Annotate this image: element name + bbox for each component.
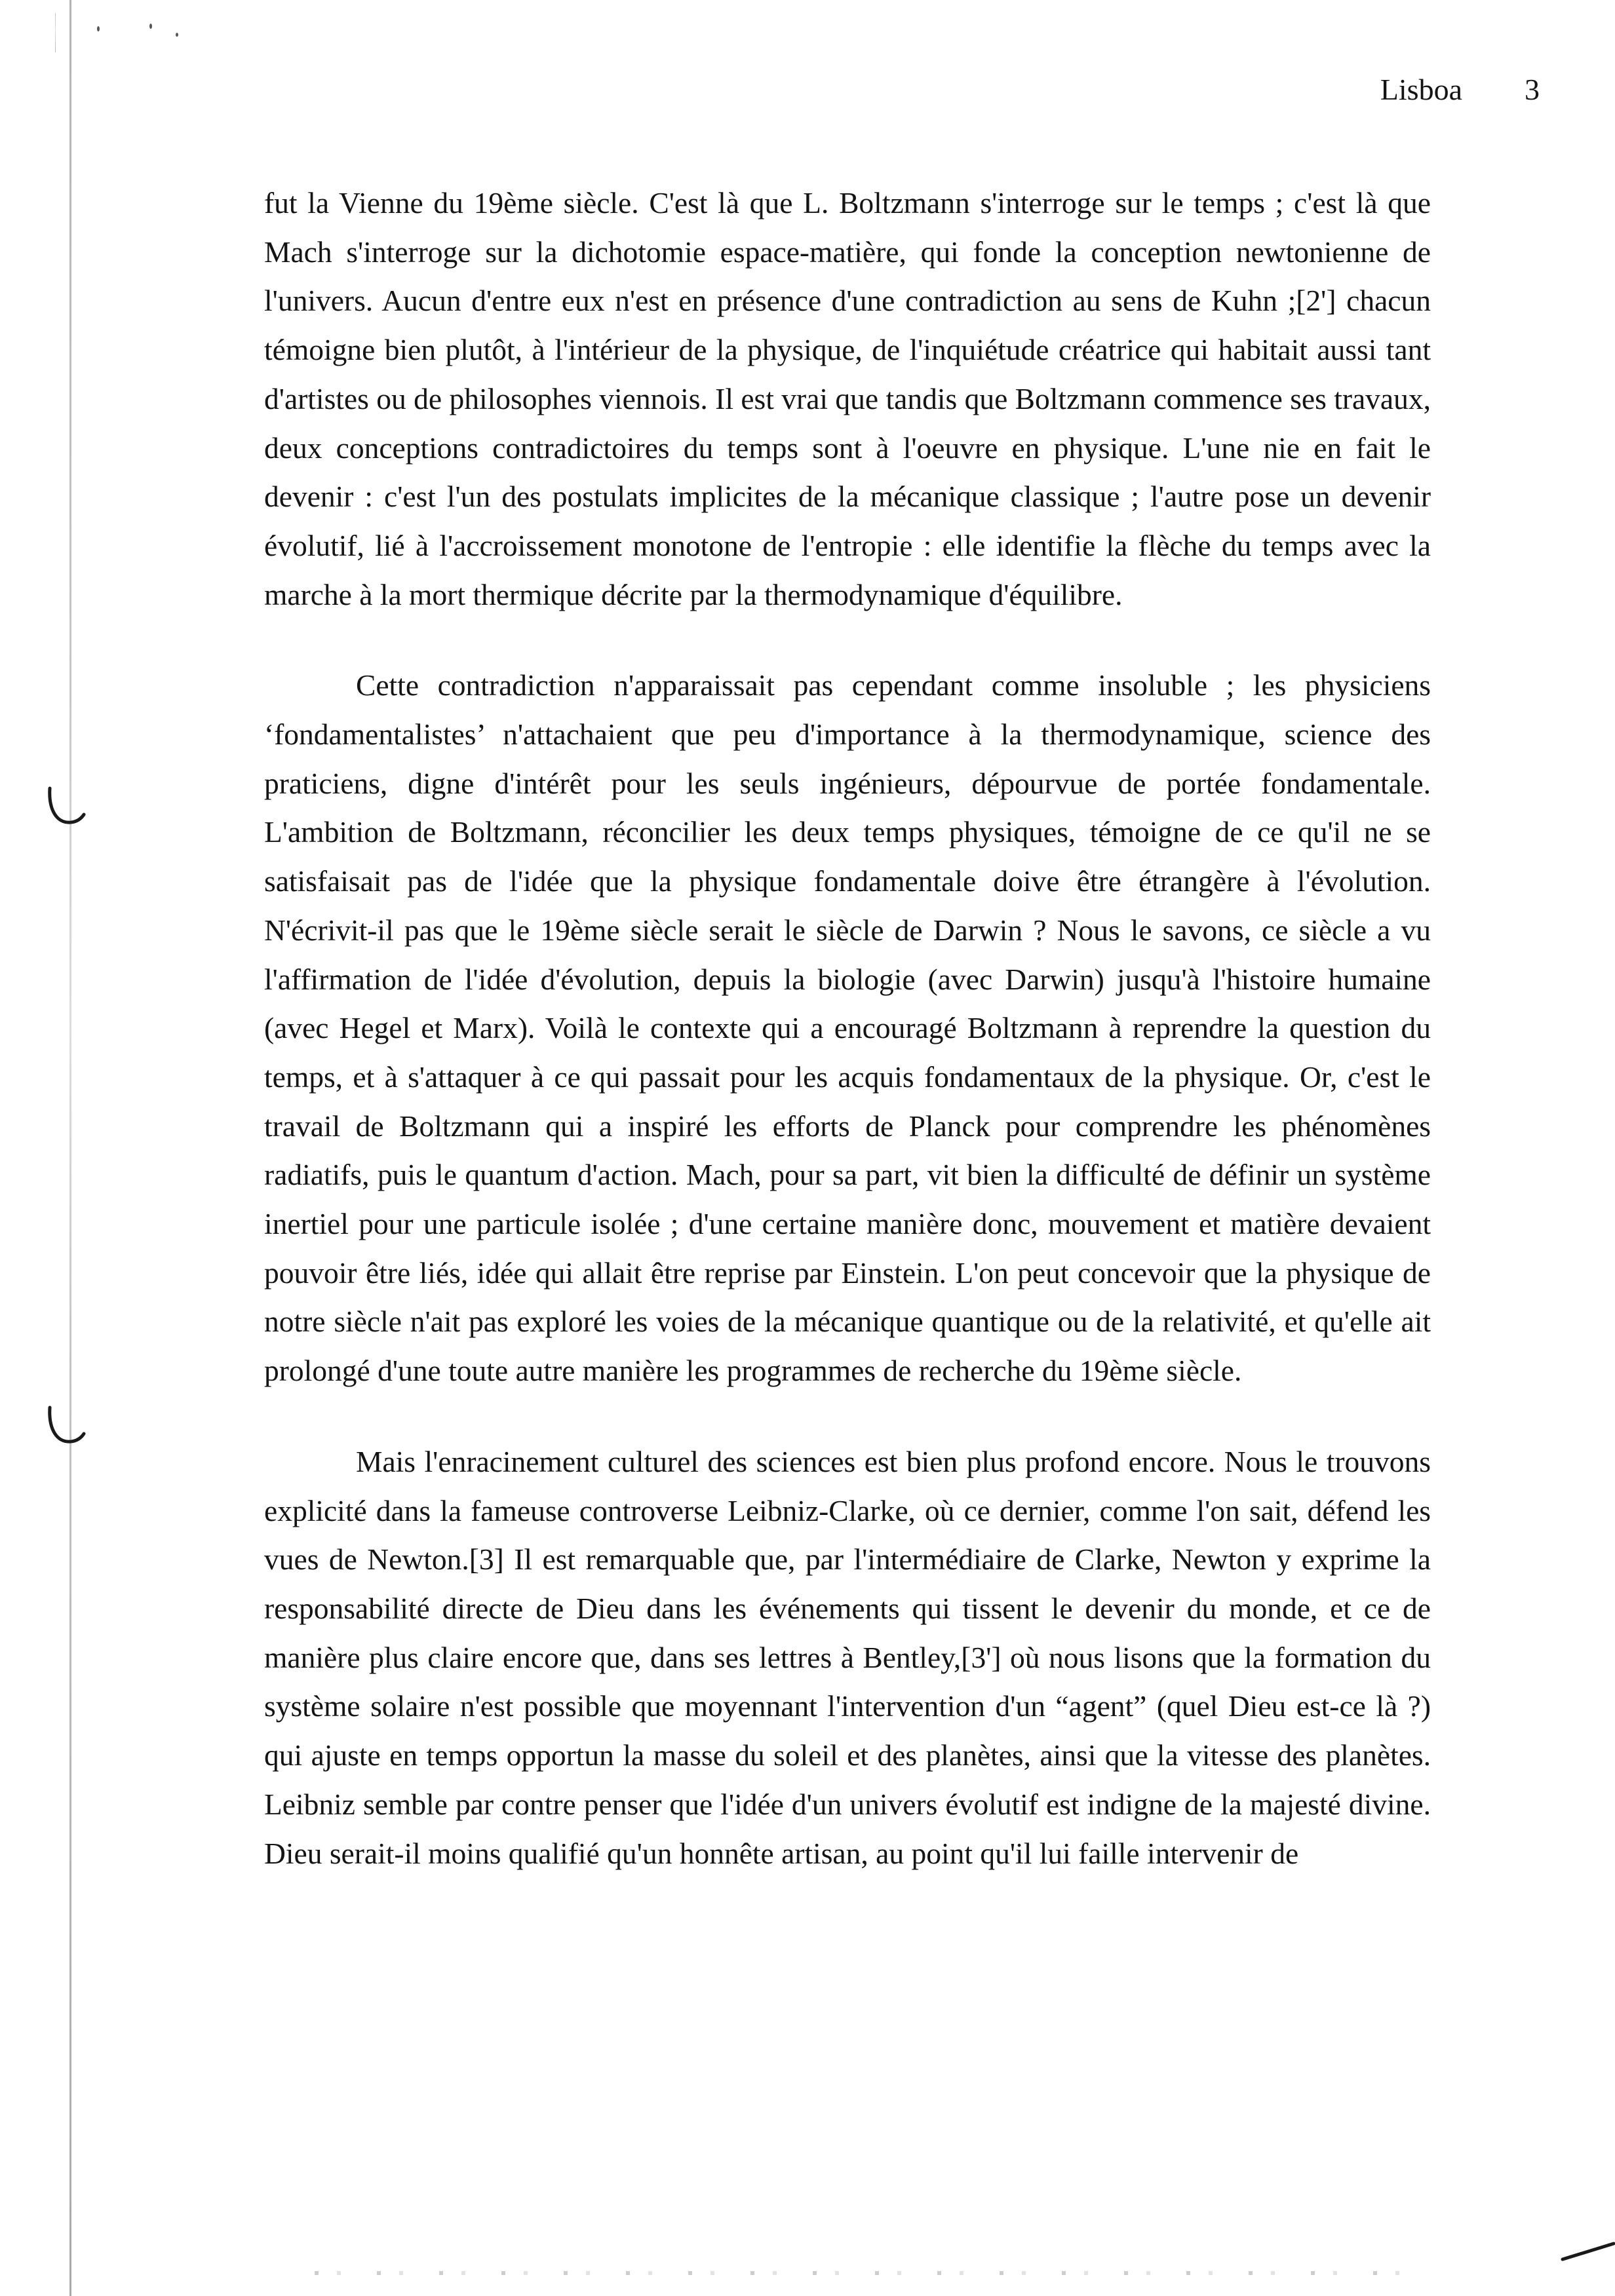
paragraph: Mais l'enracinement culturel des sciences est bien plus profond encore. Nous le trouvons explicité dans la fameuse controverse Leibniz-Clarke, où ce dernier, comme l'on sait, défend les vues de Newton.[3] Il est remarquable que, par l'intermédiaire de Clarke, Newton y exprime la responsabilité directe de Dieu dans les événements qui tissent le devenir du monde, et ce de manière plus claire encore que, dans ses lettres à Bentley,[3'] où nous lisons que la formation du système solaire n'est possible que moyennant l'intervention d'un “agent” (quel Dieu est-ce là ?) qui ajuste en temps opportun la masse du soleil et des planètes, ainsi que la vitesse des planètes. Leibniz semble par contre penser que l'idée d'un univers évolutif est indigne de la majesté divine. Dieu serait-il moins qualifié qu'un honnête artisan, au point qu'il lui faille intervenir de [264,1444,1431,1870]
page-number: 3 [1525,73,1540,106]
punch-hole-mark [43,783,89,829]
page-header [1380,72,1540,107]
scan-margin-mark [55,13,56,52]
paragraph: Cette contradiction n'apparaissait pas cependant comme insoluble ; les physiciens ‘fondamentalistes’ n'attachaient que peu d'importance à la thermodynamique, science des praticiens, digne d'intérêt pour les seuls ingénieurs, dépourvue de portée fondamentale. L'ambition de Boltzmann, réconcilier les deux temps physiques, témoigne de ce qu'il ne se satisfaisait pas de l'idée que la physique fondamentale doive être étrangère à l'évolution. N'écrivit-il pas que le 19ème siècle serait le siècle de Darwin ? Nous le savons, ce siècle a vu l'affirmation de l'idée d'évolution, depuis la biologie (avec Darwin) jusqu'à l'histoire humaine (avec Hegel et Marx). Voilà le contexte qui a encouragé Boltzmann à reprendre la question du temps, et à s'attaquer à ce qui passait pour les acquis fondamentaux de la physique. Or, c'est le travail de Boltzmann qui a inspiré les efforts de Planck pour comprendre les phénomènes radiatifs, puis le quantum d'action. Mach, pour sa part, vit bien la difficulté de définir un système inertiel pour une particule isolée ; d'une certaine manière donc, mouvement et matière devaient pouvoir être liés, idée qui allait être reprise par Einstein. L'on peut concevoir que la physique de notre siècle n'ait pas exploré les voies de la mécanique quantique ou de la relativité, et qu'elle ait prolongé d'une toute autre manière les programmes de recherche du 19ème siècle. [264,668,1431,1388]
scan-speck [176,33,178,37]
punch-hole-mark [43,1402,89,1448]
header-author: Lisboa [1380,73,1462,106]
corner-scan-mark [1556,2240,1615,2266]
scan-speck [97,26,100,31]
binding-edge-line [69,0,71,2296]
paragraph: fut la Vienne du 19ème siècle. C'est là que L. Boltzmann s'interroge sur le temps ; c'est là que Mach s'interroge sur la dichotomie espace-matière, qui fonde la conception newtonienne de l'univers. Aucun d'entre eux n'est en présence d'une contradiction au sens de Kuhn ;[2'] chacun témoigne bien plutôt, à l'intérieur de la physique, de l'inquiétude créatrice qui habitait aussi tant d'artistes ou de philosophes viennois. Il est vrai que tandis que Boltzmann commence ses travaux, deux conceptions contradictoires du temps sont à l'oeuvre en physique. L'une nie en fait le devenir : c'est l'un des postulats implicites de la mécanique classique ; l'autre pose un devenir évolutif, lié à l'accroissement monotone de l'entropie : elle identifie la flèche du temps avec la marche à la mort thermique décrite par la thermodynamique d'équilibre. [264,186,1431,611]
body-text [264,179,1431,1878]
scan-speck [149,24,152,29]
bottom-scan-noise [315,2271,1429,2275]
